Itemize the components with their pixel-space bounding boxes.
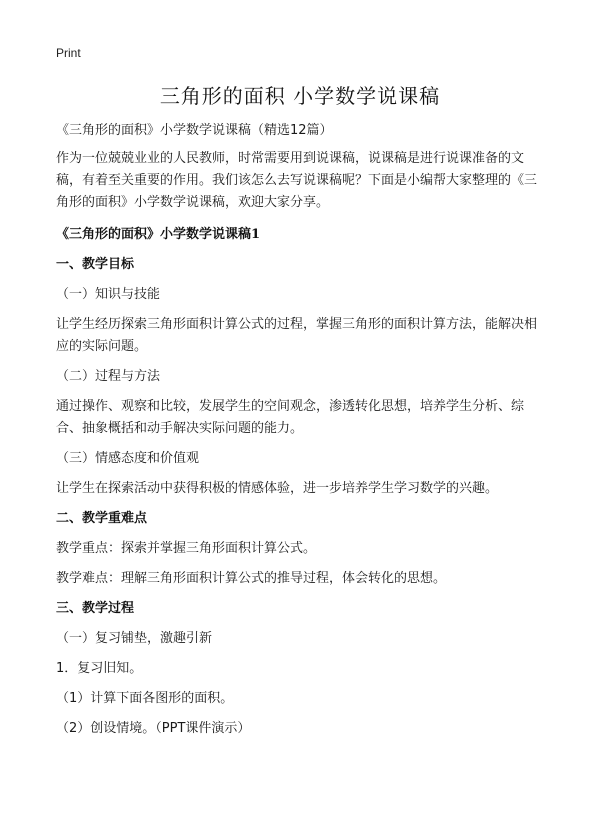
subheading-attitude-values: （三）情感态度和价值观 bbox=[56, 451, 200, 466]
intro-paragraph: 作为一位兢兢业业的人民教师，时常需要用到说课稿，说课稿是进行说课准备的文稿，有着至关重要的作用。我们该怎么去写说课稿呢？下面是小编帮大家整理的《三角形的面积》小学数学说课稿，欢迎大家分享。 bbox=[56, 151, 538, 210]
subheading-knowledge-skills: （一）知识与技能 bbox=[56, 287, 161, 302]
paragraph-key-point: 教学重点：探索并掌握三角形面积计算公式。 bbox=[56, 541, 317, 556]
document-body bbox=[56, 120, 548, 740]
document-subtitle: 《三角形的面积》小学数学说课稿（精选12篇） bbox=[56, 123, 333, 138]
paragraph-calculate-areas: （1）计算下面各图形的面积。 bbox=[56, 691, 234, 706]
paragraph-process-methods: 通过操作、观察和比较，发展学生的空间观念，渗透转化思想，培养学生分析、综合、抽象概括和动手解决实际问题的能力。 bbox=[56, 399, 525, 436]
paragraph-difficult-point: 教学难点：理解三角形面积计算公式的推导过程，体会转化的思想。 bbox=[56, 571, 447, 586]
paragraph-attitude-values: 让学生在探索活动中获得积极的情感体验，进一步培养学生学习数学的兴趣。 bbox=[56, 481, 499, 496]
subheading-process-methods: （二）过程与方法 bbox=[56, 369, 161, 384]
heading-key-difficult-points: 二、教学重难点 bbox=[56, 511, 148, 526]
section-title: 《三角形的面积》小学数学说课稿1 bbox=[56, 227, 261, 242]
paragraph-knowledge-skills: 让学生经历探索三角形面积计算公式的过程，掌握三角形的面积计算方法，能解决相应的实际问题。 bbox=[56, 317, 538, 354]
print-link[interactable]: Print bbox=[56, 46, 81, 60]
paragraph-review-old-knowledge: 1．复习旧知。 bbox=[56, 661, 143, 676]
heading-teaching-goals: 一、教学目标 bbox=[56, 257, 135, 272]
heading-teaching-process: 三、教学过程 bbox=[56, 601, 135, 616]
subheading-review: （一）复习铺垫，激趣引新 bbox=[56, 631, 213, 646]
document-title: 三角形的面积 小学数学说课稿 bbox=[159, 84, 441, 108]
paragraph-create-scenario: （2）创设情境。（PPT课件演示） bbox=[56, 721, 251, 736]
